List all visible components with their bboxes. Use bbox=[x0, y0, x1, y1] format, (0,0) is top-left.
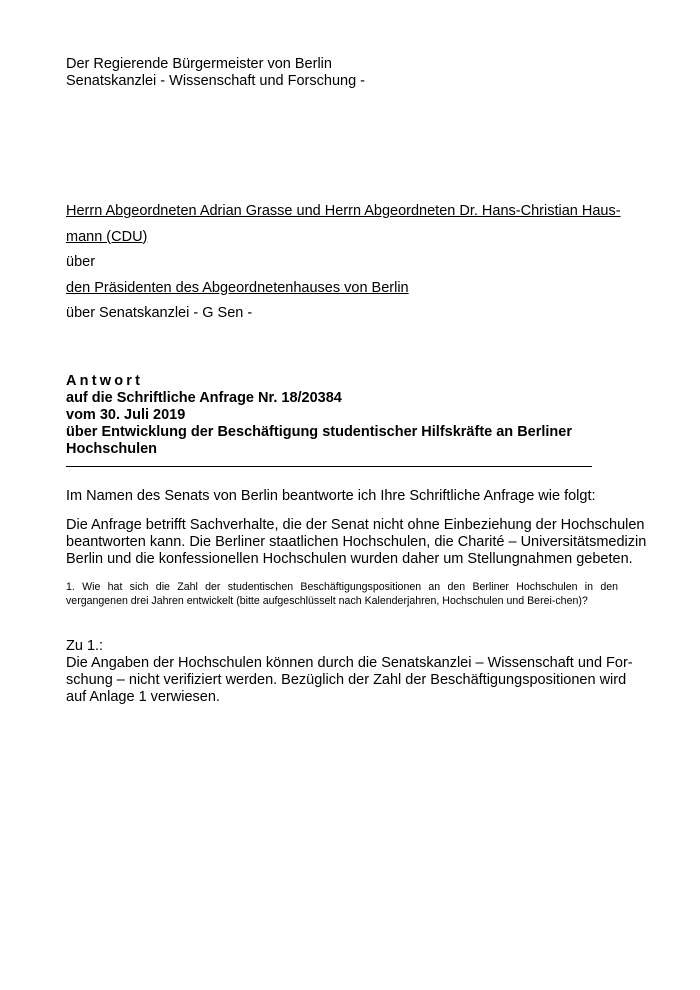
title-divider bbox=[66, 466, 592, 467]
intro-paragraph bbox=[66, 488, 618, 505]
context-line-1: Die Anfrage betrifft Sachverhalte, die der Senat nicht ohne Einbeziehung der Hochschulen bbox=[66, 517, 645, 533]
answer-1-heading bbox=[66, 638, 618, 655]
addressee-line-4: den Präsidenten des Abgeordnetenhauses von Berlin bbox=[66, 279, 409, 296]
title-line-5: Hochschulen bbox=[66, 441, 158, 457]
document-title bbox=[66, 373, 596, 458]
title-line-2: auf die Schriftliche Anfrage Nr. 18/20384 bbox=[66, 390, 342, 406]
intro-line: Im Namen des Senats von Berlin beantworte ich Ihre Schriftliche Anfrage wie folgt: bbox=[66, 488, 596, 504]
title-line-3: vom 30. Juli 2019 bbox=[66, 407, 186, 423]
context-line-2: beantworten kann. Die Berliner staatlichen Hochschulen, die Charité – Universitätsmedizin bbox=[66, 534, 647, 550]
addressee-line-2: mann (CDU) bbox=[66, 228, 148, 245]
sender-line-1: Der Regierende Bürgermeister von Berlin bbox=[66, 56, 332, 72]
sender-block bbox=[66, 56, 365, 90]
addressee-line-3: über bbox=[66, 254, 96, 270]
answer-1-line-3: auf Anlage 1 verwiesen. bbox=[66, 689, 220, 705]
title-line-4: über Entwicklung der Beschäftigung studentischer Hilfskräfte an Berliner bbox=[66, 424, 572, 440]
context-paragraph bbox=[66, 517, 647, 568]
answer-1-heading-text: Zu 1.: bbox=[66, 638, 104, 654]
addressee-line-1: Herrn Abgeordneten Adrian Grasse und Herrn Abgeordneten Dr. Hans-Christian Haus- bbox=[66, 203, 621, 219]
question-1: 1. Wie hat sich die Zahl der studentischen Beschäftigungspositionen an den Berliner Hochschulen in den vergangenen drei Jahren entwickelt (bitte aufgeschlüsselt nach Kalenderjahren, Hochschulen und Berei-chen)? bbox=[66, 581, 618, 607]
addressee-block bbox=[66, 203, 626, 331]
sender-line-2: Senatskanzlei - Wissenschaft und Forschung - bbox=[66, 73, 365, 89]
addressee-line-5: über Senatskanzlei - G Sen - bbox=[66, 305, 253, 321]
answer-1-paragraph bbox=[66, 655, 633, 706]
context-line-3: Berlin und die konfessionellen Hochschulen wurden daher um Stellungnahmen gebeten. bbox=[66, 551, 633, 567]
title-antwort: Antwort bbox=[66, 373, 144, 389]
answer-1-line-2: schung – nicht verifiziert werden. Bezüglich der Zahl der Beschäftigungspositionen wird bbox=[66, 672, 627, 688]
answer-1-line-1: Die Angaben der Hochschulen können durch die Senatskanzlei – Wissenschaft und For- bbox=[66, 655, 633, 671]
